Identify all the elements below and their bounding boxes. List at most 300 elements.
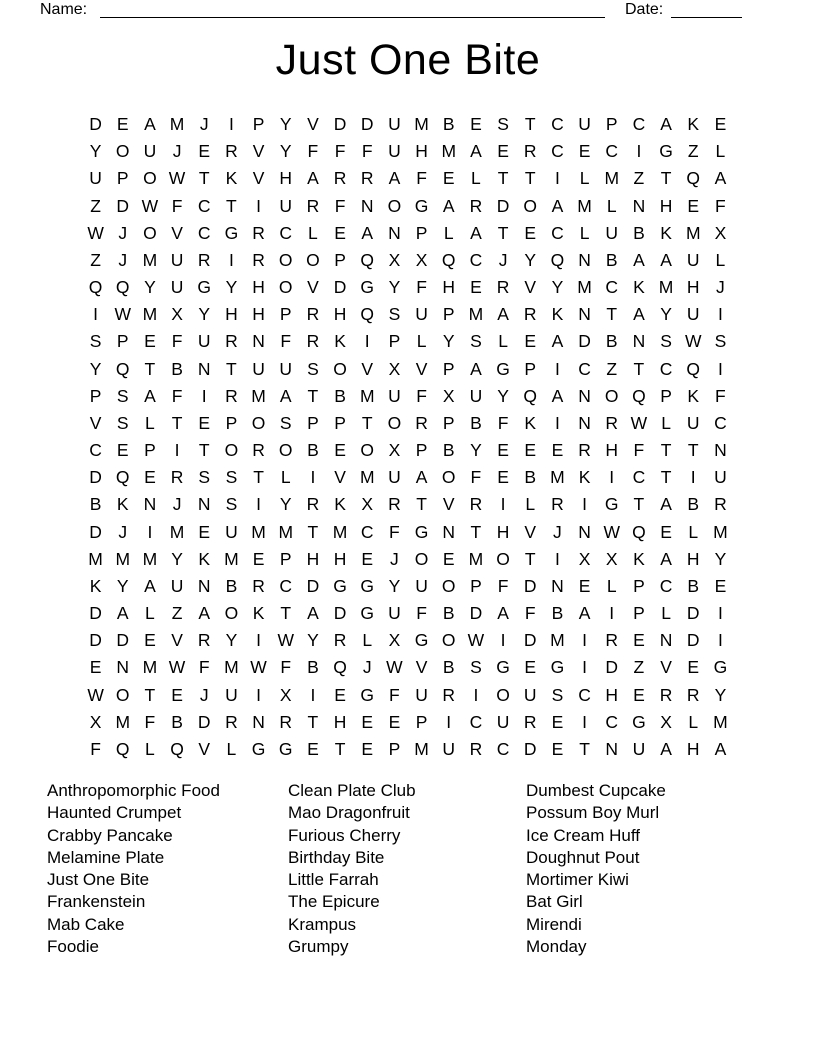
word-list-item: Ice Cream Huff xyxy=(526,825,641,845)
grid-letter: D xyxy=(333,603,347,624)
grid-letter: H xyxy=(659,195,673,216)
grid-letter: M xyxy=(604,168,620,189)
grid-letter: L xyxy=(416,331,427,352)
grid-letter: E xyxy=(714,575,727,596)
grid-letter: T xyxy=(470,521,482,542)
grid-letter: L xyxy=(226,738,237,759)
grid-letter: V xyxy=(171,630,183,651)
grid-letter: V xyxy=(415,657,428,678)
grid-letter: F xyxy=(334,195,346,216)
grid-letter: R xyxy=(225,331,238,352)
grid-letter: A xyxy=(144,114,156,135)
word-list-item: Mortimer Kiwi xyxy=(526,870,629,890)
grid-letter: V xyxy=(361,358,374,379)
grid-letter: F xyxy=(633,440,645,461)
grid-letter: E xyxy=(144,467,156,488)
grid-letter: P xyxy=(144,440,156,461)
grid-letter: D xyxy=(605,657,619,678)
grid-letter: L xyxy=(362,630,373,651)
grid-letter: U xyxy=(388,467,401,488)
grid-letter: N xyxy=(578,521,591,542)
grid-letter: U xyxy=(143,141,157,162)
grid-letter: M xyxy=(142,548,158,569)
grid-letter: A xyxy=(551,331,564,352)
grid-letter: E xyxy=(361,738,374,759)
grid-letter: X xyxy=(388,249,401,270)
grid-letter: P xyxy=(116,331,129,352)
grid-letter: X xyxy=(388,358,401,379)
grid-letter: Y xyxy=(116,575,129,596)
word-list-item: Krampus xyxy=(288,914,357,934)
grid-letter: U xyxy=(605,222,619,243)
grid-letter: V xyxy=(307,277,319,298)
grid-letter: M xyxy=(577,277,592,298)
grid-letter: S xyxy=(497,114,509,135)
grid-letter: N xyxy=(143,494,157,515)
name-fill-line[interactable] xyxy=(100,0,605,18)
grid-letter: U xyxy=(170,575,184,596)
grid-letter: G xyxy=(197,277,212,298)
grid-letter: Y xyxy=(442,331,455,352)
grid-letter: K xyxy=(89,575,102,596)
grid-letter: M xyxy=(142,249,158,270)
grid-letter: I xyxy=(364,331,370,352)
grid-letter: E xyxy=(633,684,645,705)
grid-letter: R xyxy=(333,630,347,651)
word-search-grid xyxy=(82,111,734,763)
grid-letter: D xyxy=(89,114,102,135)
grid-letter: G xyxy=(496,657,510,678)
grid-letter: P xyxy=(470,575,482,596)
grid-letter: J xyxy=(716,277,725,298)
grid-letter: E xyxy=(252,548,265,569)
grid-letter: B xyxy=(307,657,319,678)
grid-letter: F xyxy=(416,168,427,189)
grid-letter: M xyxy=(142,304,158,325)
grid-letter: H xyxy=(686,277,700,298)
grid-letter: B xyxy=(470,412,482,433)
grid-letter: T xyxy=(226,358,237,379)
grid-letter: O xyxy=(224,603,239,624)
grid-letter: S xyxy=(116,412,129,433)
grid-letter: J xyxy=(390,548,399,569)
grid-letter: P xyxy=(334,249,346,270)
grid-letter: S xyxy=(660,331,672,352)
grid-letter: R xyxy=(252,440,265,461)
grid-letter: P xyxy=(116,168,129,189)
grid-letter: G xyxy=(414,630,429,651)
grid-letter: O xyxy=(333,358,347,379)
grid-letter: M xyxy=(468,304,484,325)
grid-letter: M xyxy=(251,385,266,406)
grid-letter: K xyxy=(198,548,211,569)
grid-letter: N xyxy=(252,711,265,732)
grid-letter: N xyxy=(605,738,619,759)
grid-letter: Y xyxy=(144,277,156,298)
grid-letter: A xyxy=(470,141,482,162)
grid-letter: E xyxy=(687,657,700,678)
grid-letter: T xyxy=(579,738,590,759)
grid-letter: I xyxy=(228,249,234,270)
grid-letter: K xyxy=(660,222,672,243)
grid-letter: F xyxy=(171,385,183,406)
word-list-column xyxy=(288,780,416,958)
grid-letter: U xyxy=(225,521,238,542)
grid-letter: C xyxy=(632,114,646,135)
grid-letter: F xyxy=(497,575,509,596)
grid-letter: L xyxy=(715,141,726,162)
grid-letter: Y xyxy=(497,385,509,406)
grid-letter: E xyxy=(307,738,319,759)
grid-letter: D xyxy=(686,630,700,651)
grid-letter: U xyxy=(388,114,401,135)
grid-letter: X xyxy=(388,440,401,461)
grid-letter: T xyxy=(307,385,319,406)
grid-letter: R xyxy=(469,738,483,759)
grid-letter: Y xyxy=(551,277,564,298)
grid-letter: I xyxy=(609,467,615,488)
grid-letter: W xyxy=(386,657,403,678)
grid-letter: Y xyxy=(660,304,672,325)
grid-letter: R xyxy=(578,440,591,461)
grid-letter: E xyxy=(144,331,156,352)
grid-letter: I xyxy=(201,385,207,406)
grid-letter: Q xyxy=(686,168,701,189)
grid-letter: R xyxy=(252,575,265,596)
grid-letter: B xyxy=(171,711,183,732)
grid-letter: B xyxy=(442,440,455,461)
grid-letter: W xyxy=(87,222,104,243)
grid-letter: E xyxy=(633,630,645,651)
grid-letter: C xyxy=(551,222,564,243)
grid-letter: E xyxy=(470,114,482,135)
grid-letter: Y xyxy=(388,575,401,596)
grid-letter: L xyxy=(280,467,291,488)
grid-letter: V xyxy=(524,521,537,542)
grid-letter: P xyxy=(415,711,428,732)
grid-letter: E xyxy=(578,141,591,162)
grid-letter: R xyxy=(415,412,428,433)
grid-letter: V xyxy=(252,141,265,162)
grid-letter: E xyxy=(116,114,129,135)
grid-letter: I xyxy=(500,630,506,651)
grid-letter: E xyxy=(334,222,346,243)
word-list-column xyxy=(47,780,220,958)
grid-letter: Z xyxy=(633,657,645,678)
grid-letter: C xyxy=(496,738,510,759)
grid-letter: N xyxy=(578,385,591,406)
grid-letter: G xyxy=(360,277,375,298)
grid-letter: M xyxy=(115,711,131,732)
grid-letter: B xyxy=(334,385,346,406)
grid-letter: N xyxy=(252,331,265,352)
grid-letter: C xyxy=(469,249,483,270)
grid-letter: B xyxy=(442,114,455,135)
grid-letter: P xyxy=(442,412,455,433)
grid-letter: T xyxy=(497,168,509,189)
grid-letter: N xyxy=(659,630,673,651)
grid-letter: R xyxy=(333,168,347,189)
grid-letter: V xyxy=(171,222,183,243)
grid-letter: Z xyxy=(90,249,101,270)
grid-letter: L xyxy=(308,222,318,243)
grid-letter: N xyxy=(578,304,591,325)
grid-letter: O xyxy=(441,630,456,651)
grid-letter: O xyxy=(143,168,157,189)
grid-letter: V xyxy=(524,277,537,298)
grid-letter: U xyxy=(469,385,483,406)
grid-letter: E xyxy=(171,684,183,705)
grid-letter: K xyxy=(334,331,346,352)
grid-letter: Q xyxy=(333,657,347,678)
grid-letter: E xyxy=(442,548,455,569)
grid-letter: D xyxy=(523,575,537,596)
grid-letter: A xyxy=(497,603,509,624)
grid-letter: N xyxy=(442,521,456,542)
grid-letter: M xyxy=(332,521,348,542)
grid-letter: U xyxy=(632,738,646,759)
grid-letter: V xyxy=(660,657,672,678)
grid-letter: D xyxy=(116,195,130,216)
word-list-item: Doughnut Pout xyxy=(526,847,640,867)
grid-letter: J xyxy=(172,141,182,162)
word-list-item: Just One Bite xyxy=(47,870,150,890)
grid-letter: A xyxy=(361,222,374,243)
grid-letter: F xyxy=(307,141,319,162)
grid-letter: R xyxy=(714,494,727,515)
grid-letter: V xyxy=(307,114,319,135)
grid-letter: F xyxy=(416,385,427,406)
grid-letter: M xyxy=(550,630,565,651)
grid-letter: G xyxy=(360,603,375,624)
grid-letter: C xyxy=(279,222,293,243)
grid-letter: Q xyxy=(170,738,184,759)
grid-letter: X xyxy=(605,548,618,569)
grid-letter: H xyxy=(306,548,320,569)
word-list-item: Bat Girl xyxy=(526,892,583,912)
grid-letter: I xyxy=(582,657,587,678)
grid-letter: E xyxy=(497,467,509,488)
grid-letter: R xyxy=(442,684,456,705)
grid-letter: R xyxy=(496,277,510,298)
grid-letter: M xyxy=(713,711,728,732)
grid-letter: O xyxy=(496,684,510,705)
grid-letter: R xyxy=(523,304,537,325)
grid-letter: G xyxy=(550,657,565,678)
grid-letter: D xyxy=(89,630,102,651)
grid-letter: Q xyxy=(441,249,456,270)
grid-letter: H xyxy=(686,548,700,569)
grid-letter: T xyxy=(606,304,618,325)
grid-letter: R xyxy=(306,494,320,515)
grid-letter: L xyxy=(525,494,536,515)
grid-letter: E xyxy=(198,521,211,542)
grid-letter: P xyxy=(89,385,102,406)
grid-letter: U xyxy=(415,304,428,325)
grid-letter: T xyxy=(253,467,264,488)
grid-letter: N xyxy=(197,575,211,596)
grid-letter: X xyxy=(279,684,292,705)
grid-letter: U xyxy=(388,141,401,162)
grid-letter: X xyxy=(171,304,183,325)
grid-letter: I xyxy=(717,630,723,651)
grid-letter: X xyxy=(578,548,591,569)
grid-letter: Y xyxy=(198,304,211,325)
grid-letter: Q xyxy=(115,738,130,759)
grid-letter: V xyxy=(442,494,455,515)
grid-letter: B xyxy=(442,603,455,624)
grid-letter: X xyxy=(660,711,672,732)
grid-letter: L xyxy=(606,195,617,216)
grid-letter: S xyxy=(714,331,727,352)
grid-letter: Q xyxy=(686,358,701,379)
grid-letter: K xyxy=(116,494,129,515)
grid-letter: M xyxy=(224,548,239,569)
word-list-item: Clean Plate Club xyxy=(288,781,416,800)
page-title: Just One Bite xyxy=(275,36,541,84)
grid-letter: M xyxy=(468,548,484,569)
grid-letter: F xyxy=(416,277,427,298)
grid-letter: Y xyxy=(524,249,537,270)
grid-letter: P xyxy=(279,304,292,325)
grid-letter: F xyxy=(715,385,726,406)
grid-letter: Z xyxy=(90,195,101,216)
grid-letter: R xyxy=(659,684,673,705)
grid-letter: O xyxy=(278,249,293,270)
grid-letter: A xyxy=(660,249,672,270)
grid-letter: A xyxy=(660,494,672,515)
grid-letter: H xyxy=(442,277,456,298)
grid-letter: O xyxy=(387,195,402,216)
grid-letter: S xyxy=(307,358,319,379)
grid-letter: K xyxy=(687,385,700,406)
grid-letter: T xyxy=(307,521,319,542)
grid-letter: M xyxy=(224,657,239,678)
word-list-item: Crabby Pancake xyxy=(47,825,173,845)
grid-letter: C xyxy=(279,575,293,596)
grid-letter: R xyxy=(225,711,238,732)
grid-letter: B xyxy=(524,467,537,488)
grid-letter: S xyxy=(470,657,482,678)
grid-letter: T xyxy=(660,440,672,461)
grid-letter: F xyxy=(171,331,183,352)
grid-letter: L xyxy=(145,603,155,624)
grid-letter: A xyxy=(578,603,591,624)
grid-letter: Z xyxy=(171,603,183,624)
grid-letter: E xyxy=(524,440,537,461)
grid-letter: I xyxy=(554,548,560,569)
grid-letter: M xyxy=(685,222,701,243)
grid-letter: Y xyxy=(279,141,292,162)
grid-letter: Z xyxy=(687,141,699,162)
grid-letter: E xyxy=(660,521,672,542)
grid-letter: K xyxy=(252,603,265,624)
word-list-item: Grumpy xyxy=(288,937,349,957)
grid-letter: P xyxy=(442,358,455,379)
grid-letter: O xyxy=(143,222,157,243)
grid-letter: A xyxy=(714,738,727,759)
grid-letter: Q xyxy=(88,277,103,298)
grid-letter: W xyxy=(630,412,648,433)
grid-letter: D xyxy=(578,331,591,352)
grid-letter: K xyxy=(633,548,645,569)
grid-letter: G xyxy=(360,575,375,596)
grid-letter: I xyxy=(93,304,99,325)
grid-letter: S xyxy=(551,684,564,705)
grid-letter: O xyxy=(306,249,320,270)
grid-letter: W xyxy=(168,657,186,678)
grid-letter: J xyxy=(172,494,182,515)
grid-letter: Y xyxy=(307,630,319,651)
grid-letter: U xyxy=(388,385,401,406)
grid-letter: D xyxy=(333,277,347,298)
grid-letter: Y xyxy=(225,630,238,651)
grid-letter: H xyxy=(333,548,347,569)
grid-letter: B xyxy=(307,440,319,461)
grid-letter: C xyxy=(197,195,211,216)
grid-letter: C xyxy=(714,412,727,433)
grid-letter: R xyxy=(523,141,537,162)
grid-letter: N xyxy=(116,657,130,678)
grid-letter: X xyxy=(89,711,102,732)
date-fill-line[interactable] xyxy=(671,0,742,18)
grid-letter: O xyxy=(441,575,456,596)
grid-letter: U xyxy=(415,684,428,705)
grid-letter: E xyxy=(578,575,591,596)
grid-letter: A xyxy=(470,358,482,379)
grid-letter: N xyxy=(197,358,211,379)
grid-letter: O xyxy=(604,385,619,406)
grid-letter: D xyxy=(523,738,537,759)
grid-letter: R xyxy=(306,304,320,325)
grid-letter: F xyxy=(280,331,292,352)
grid-letter: O xyxy=(278,277,293,298)
grid-letter: P xyxy=(524,358,537,379)
grid-letter: E xyxy=(551,711,564,732)
grid-letter: F xyxy=(361,141,373,162)
grid-letter: K xyxy=(687,114,700,135)
grid-letter: P xyxy=(252,114,265,135)
grid-letter: V xyxy=(252,168,265,189)
grid-letter: A xyxy=(660,114,672,135)
grid-letter: I xyxy=(256,684,261,705)
grid-letter: R xyxy=(252,222,265,243)
grid-letter: D xyxy=(197,711,211,732)
grid-letter: I xyxy=(554,168,560,189)
grid-letter: L xyxy=(688,521,699,542)
grid-letter: S xyxy=(198,467,211,488)
grid-letter: C xyxy=(605,141,619,162)
grid-letter: R xyxy=(360,168,374,189)
grid-letter: Q xyxy=(115,467,130,488)
grid-letter: W xyxy=(141,195,159,216)
grid-letter: R xyxy=(252,249,265,270)
grid-letter: I xyxy=(717,603,723,624)
grid-letter: A xyxy=(307,603,319,624)
grid-letter: J xyxy=(118,249,128,270)
grid-letter: A xyxy=(442,195,455,216)
grid-letter: Y xyxy=(171,548,183,569)
grid-letter: C xyxy=(578,684,591,705)
grid-letter: W xyxy=(684,331,702,352)
grid-letter: E xyxy=(687,195,700,216)
grid-letter: E xyxy=(497,440,509,461)
grid-letter: T xyxy=(416,494,427,515)
grid-letter: D xyxy=(686,603,700,624)
grid-letter: S xyxy=(225,467,238,488)
grid-letter: T xyxy=(198,440,210,461)
grid-letter: U xyxy=(197,331,211,352)
